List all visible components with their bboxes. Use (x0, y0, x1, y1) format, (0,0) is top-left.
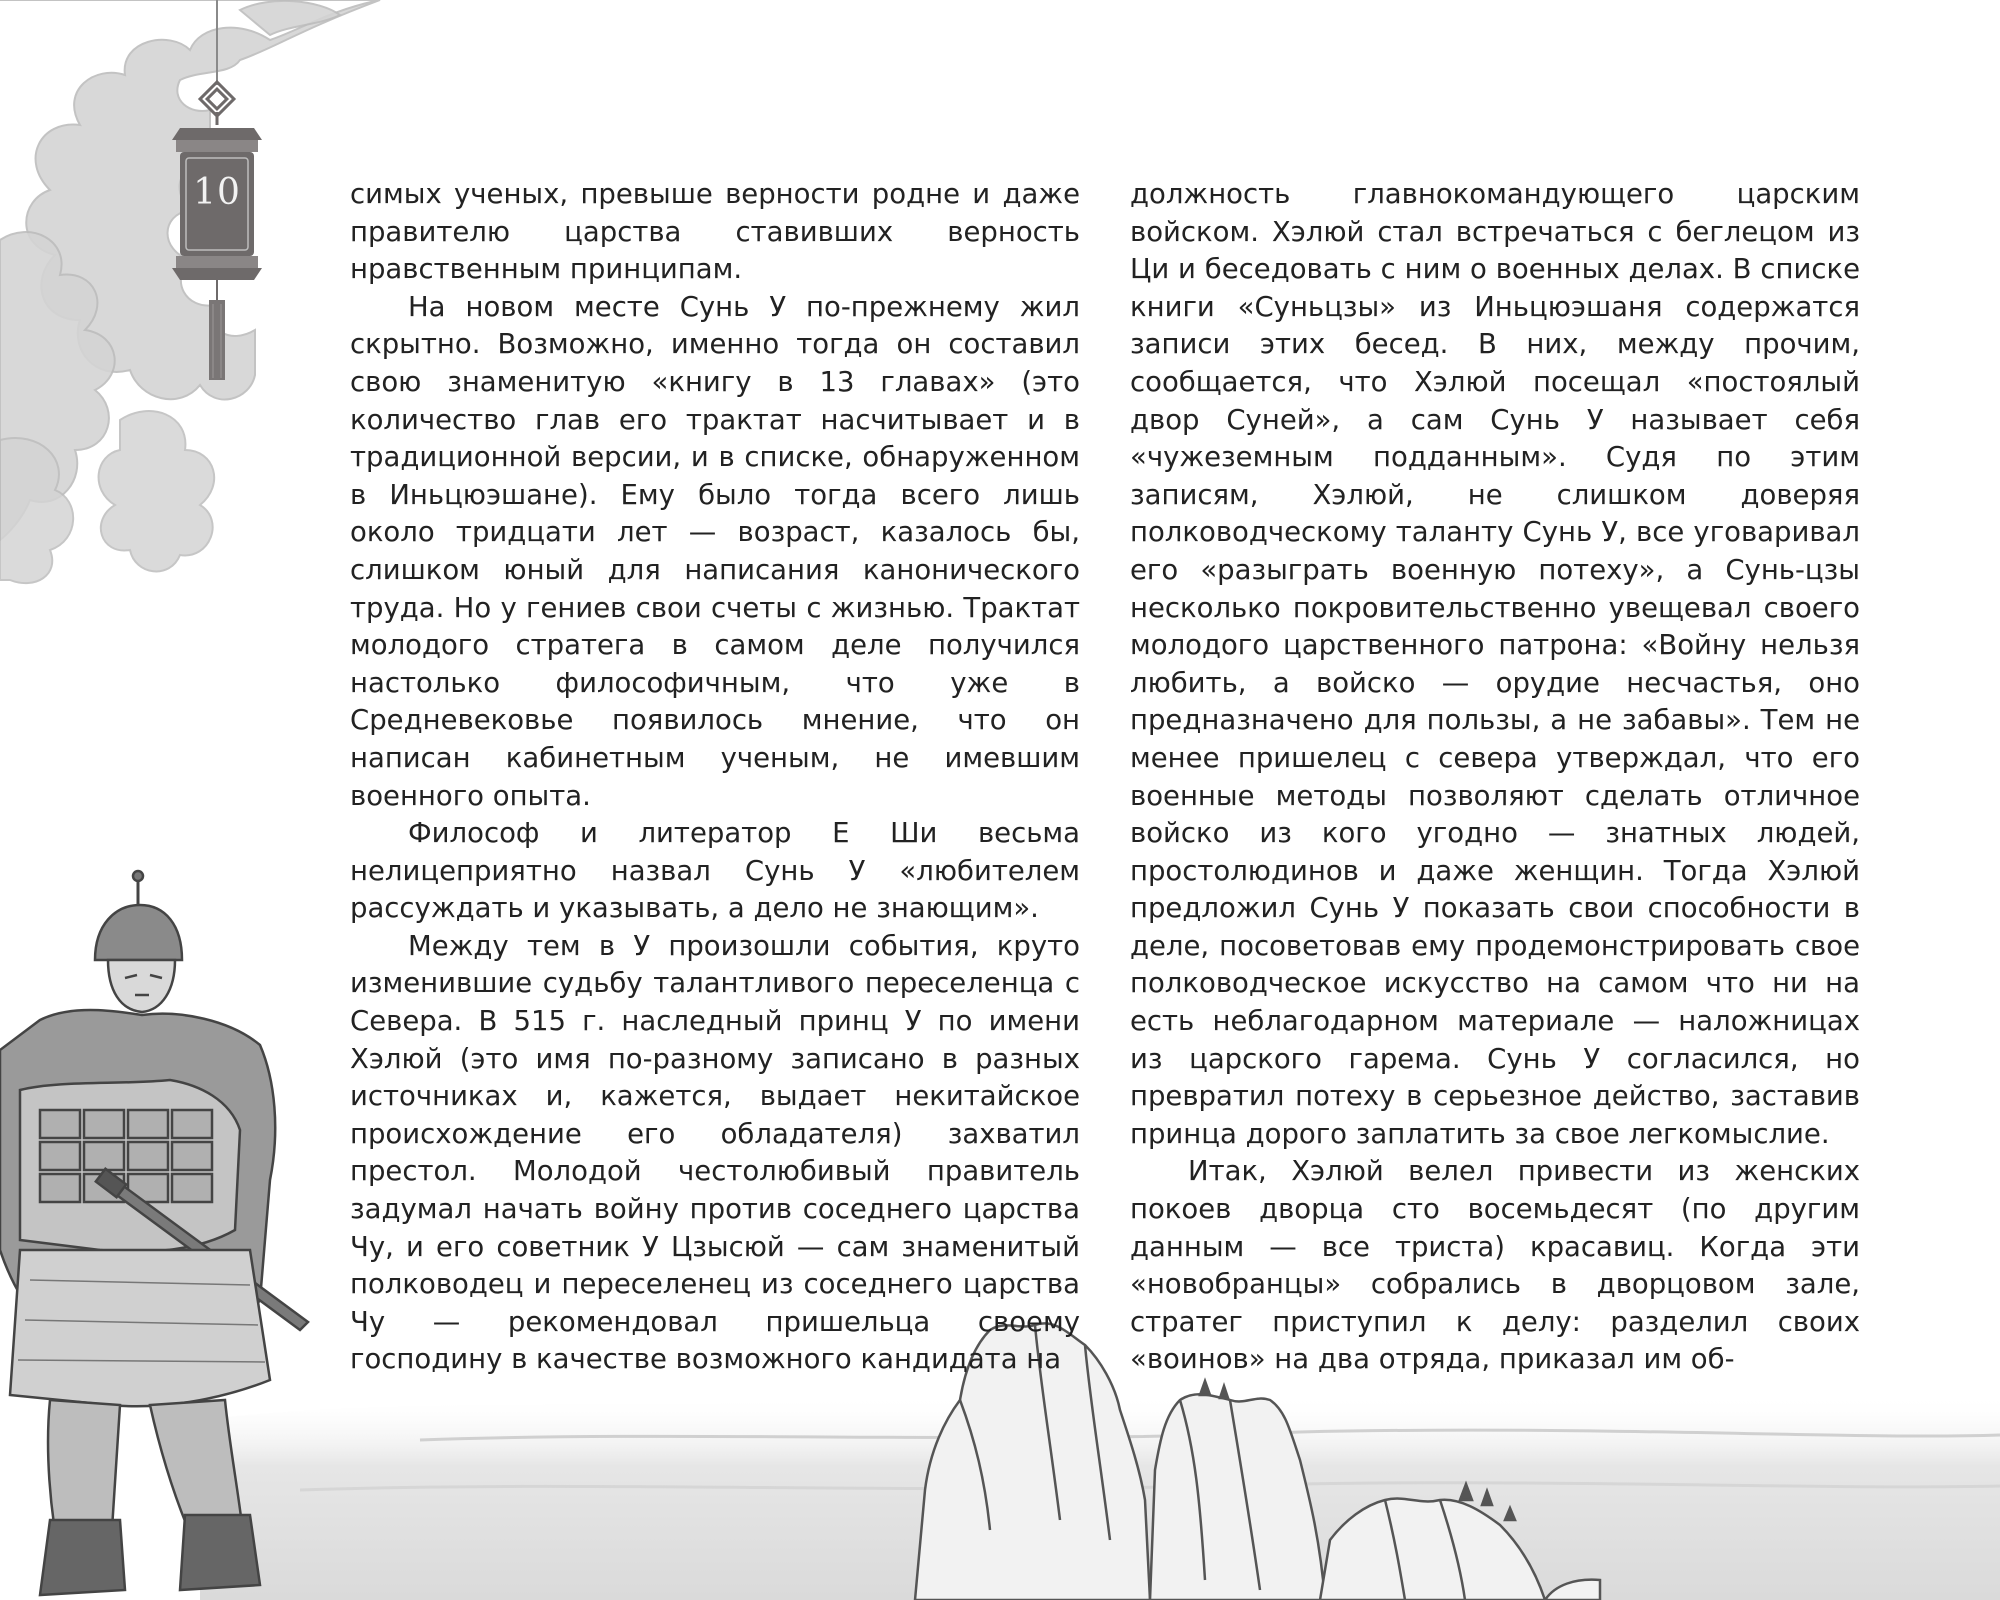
paragraph: Философ и литератор Е Ши весьма нелицеприятно назвал Сунь У «любителем рассуждать и указывать, а дело не знающим». (350, 817, 1080, 925)
cloud-ornament (0, 0, 380, 583)
paragraph: должность главнокомандующего царским войском. Хэлюй стал встречаться с беглецом из Ци и беседовать с ним о военных делах. В списке книги «Суньцзы» из Иньцюэшаня содержатся записи этих бесед. В них, между прочим, сообщается, что Хэлюй посещал «постоялый двор Суней», а сам Сунь У называет себя «чужеземным подданным». Судя по этим записям, Хэлюй, не слишком доверяя полководческому таланту Сунь У, все уговаривал его «разыграть военную потеху», а Сунь-цзы несколько покровительственно увещевал своего молодого царственного патрона: «Войну нельзя любить, а войско — орудие несчастья, оно предназначено для пользы, а не забавы». Тем не менее пришелец с севера утверждал, что его военные методы позволяют сделать отличное войско из кого угодно — знатных людей, простолюдинов и даже женщин. Тогда Хэлюй предложил Сунь У показать свои способности в деле, посоветовав ему продемонстрировать свое полководческое искусство на самом что ни на есть неблагодарном материале — наложницах из царского гарема. Сунь У согласился, но превратил потеху в серьезное действо, заставив принца дорого заплатить за свое легкомыслие. (1130, 178, 1860, 1150)
paragraph: симых ученых, превыше верности родне и даже правителю царства ставивших верность нравственным принципам. (350, 178, 1080, 286)
paragraph: Между тем в У произошли события, круто изменившие судьбу талантливого переселенца с Севера. В 515 г. наследный принц У по имени Хэлюй (это имя по-разному записано в разных источниках и, кажется, выдает некитайское происхождение его обладателя) захватил престол. Молодой честолюбивый правитель задумал начать войну против соседнего царства Чу, и его советник У Цзысюй — сам знаменитый полководец и переселенец из соседнего царства Чу — рекомендовал пришельца своему господину в качестве возможного кандидата на (350, 929, 1080, 1376)
paragraph: Итак, Хэлюй велел привести из женских покоев дворца сто восемьдесят (по другим данным — все триста) красавиц. Когда эти «новобранцы» собрались в дворцовом зале, стратег приступил к делу: разделил своих «воинов» на два отряда, приказал им об- (1130, 1155, 1860, 1376)
text-column-right (1130, 176, 1860, 1379)
text-column-left (350, 176, 1080, 1379)
page-number: 10 (193, 172, 241, 213)
paragraph: На новом месте Сунь У по-прежнему жил скрытно. Возможно, именно тогда он составил свою знаменитую «книгу в 13 главах» (это количество глав его трактат насчитывает и в традиционной версии, и в списке, обнаруженном в Иньцюэшане). Ему было тогда всего лишь около тридцати лет — возраст, казалось бы, слишком юный для написания канонического труда. Но у гениев свои счеты с жизнью. Трактат молодого стратега в самом деле получился настолько философичным, что уже в Средневековье появилось мнение, что он написан кабинетным ученым, не имевшим военного опыта. (350, 290, 1080, 812)
